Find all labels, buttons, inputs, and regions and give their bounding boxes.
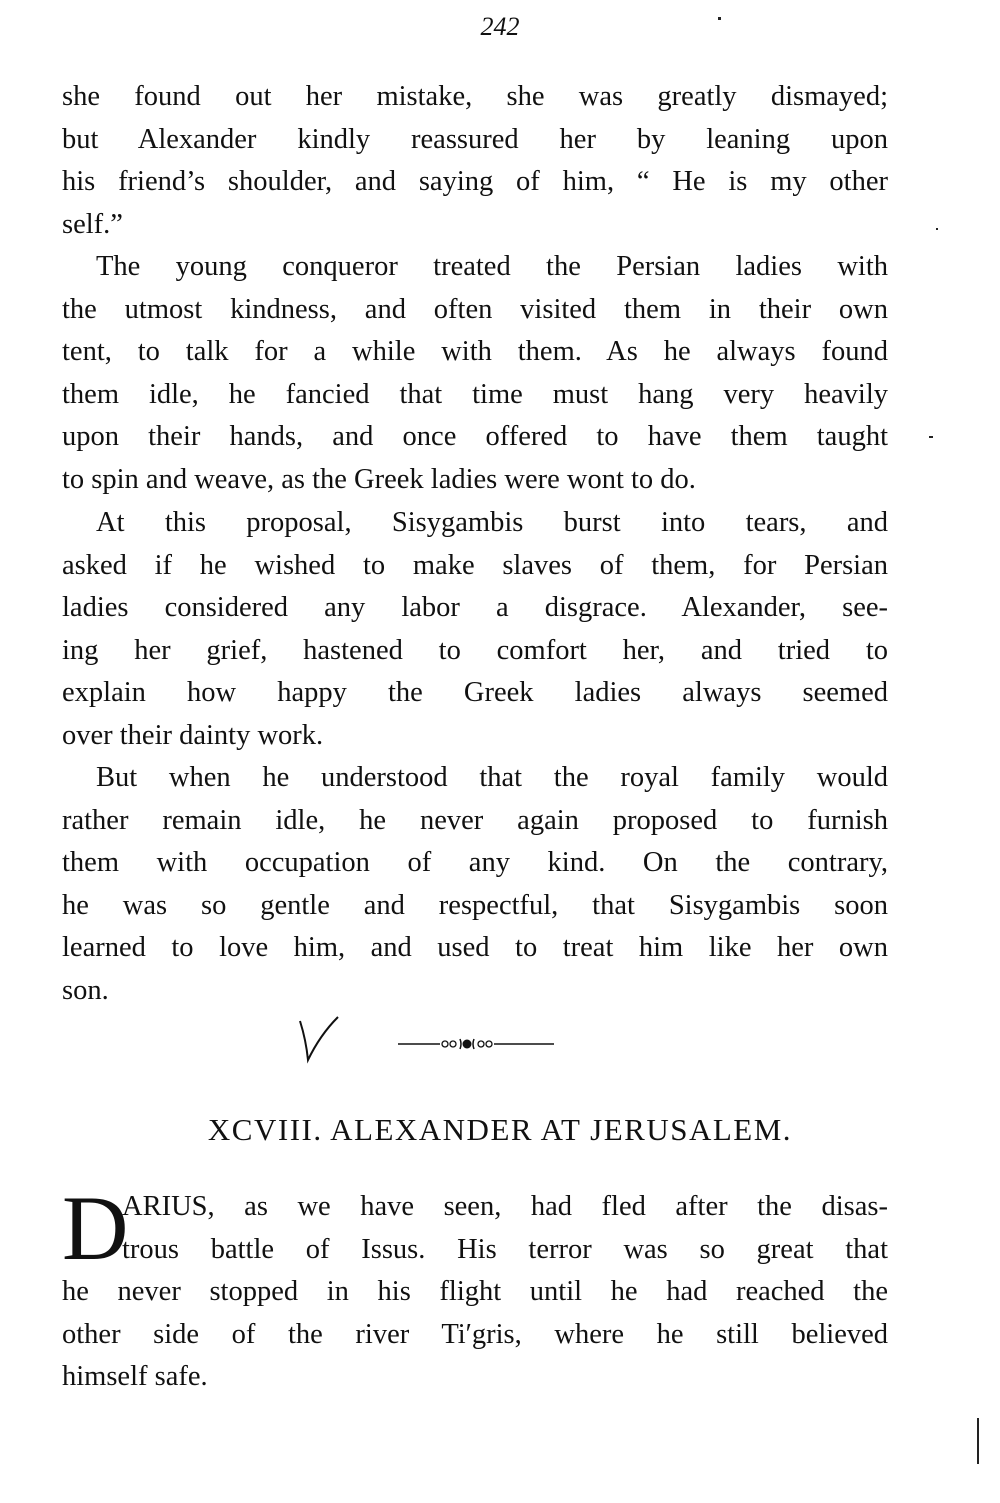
text-line: she found out her mistake, she was greatly dismayed; (62, 81, 888, 112)
text-line: son. (62, 974, 109, 1006)
scan-speck (718, 17, 721, 20)
text-line: himself safe. (62, 1361, 208, 1393)
text-line: but Alexander kindly reassured her by leaning upon (62, 123, 888, 155)
text-line: rather remain idle, he never again proposed to furnish (62, 804, 888, 836)
text-line: them idle, he fancied that time must hang very heavily (62, 378, 888, 410)
text-line: to spin and weave, as the Greek ladies were wont to do. (62, 463, 696, 495)
scan-edge-mark (977, 1418, 979, 1464)
text-line: other side of the river Ti′gris, where he still believed (62, 1318, 888, 1350)
text-line: ARIUS, as we have seen, had fled after the disas- (122, 1191, 888, 1222)
scan-speck (929, 436, 933, 438)
chapter-heading: XCVIII. ALEXANDER AT JERUSALEM. (207, 1112, 793, 1147)
text-line: he was so gentle and respectful, that Sisygambis soon (62, 889, 888, 921)
text-line: asked if he wished to make slaves of them, for Persian (62, 549, 888, 581)
paragraph-4 (62, 757, 888, 1013)
text-line: over their dainty work. (62, 719, 324, 751)
text-line: ladies considered any labor a disgrace. Alexander, see- (62, 592, 888, 624)
paragraph-2 (62, 246, 888, 502)
text-line: The young conqueror treated the Persian ladies with (96, 251, 888, 282)
text-line: But when he understood that the royal family would (96, 762, 888, 793)
paragraph-3 (62, 502, 888, 758)
text-line: his friend’s shoulder, and saying of him, “ He is my other (62, 166, 888, 198)
handwritten-check-mark (298, 1015, 343, 1065)
text-line: trous battle of Issus. His terror was so great that (122, 1233, 888, 1265)
text-line: ing her grief, hastened to comfort her, and tried to (62, 634, 888, 666)
drop-cap: D (62, 1177, 129, 1279)
text-line: explain how happy the Greek ladies always seemed (62, 677, 888, 709)
chapter-paragraph (62, 1177, 888, 1399)
section-divider-ornament (398, 1036, 558, 1052)
paragraph-1 (62, 76, 888, 246)
text-line: At this proposal, Sisygambis burst into tears, and (96, 507, 888, 538)
page-number: 242 (480, 12, 520, 41)
scan-speck (936, 228, 938, 230)
text-line: upon their hands, and once offered to have them taught (62, 421, 888, 453)
text-line: them with occupation of any kind. On the contrary, (62, 847, 888, 879)
text-line: learned to love him, and used to treat him like her own (62, 932, 888, 964)
text-line: he never stopped in his flight until he had reached the (62, 1276, 888, 1308)
text-line: the utmost kindness, and often visited them in their own (62, 293, 888, 325)
text-line: self.” (62, 208, 123, 240)
text-line: tent, to talk for a while with them. As he always found (62, 336, 888, 368)
